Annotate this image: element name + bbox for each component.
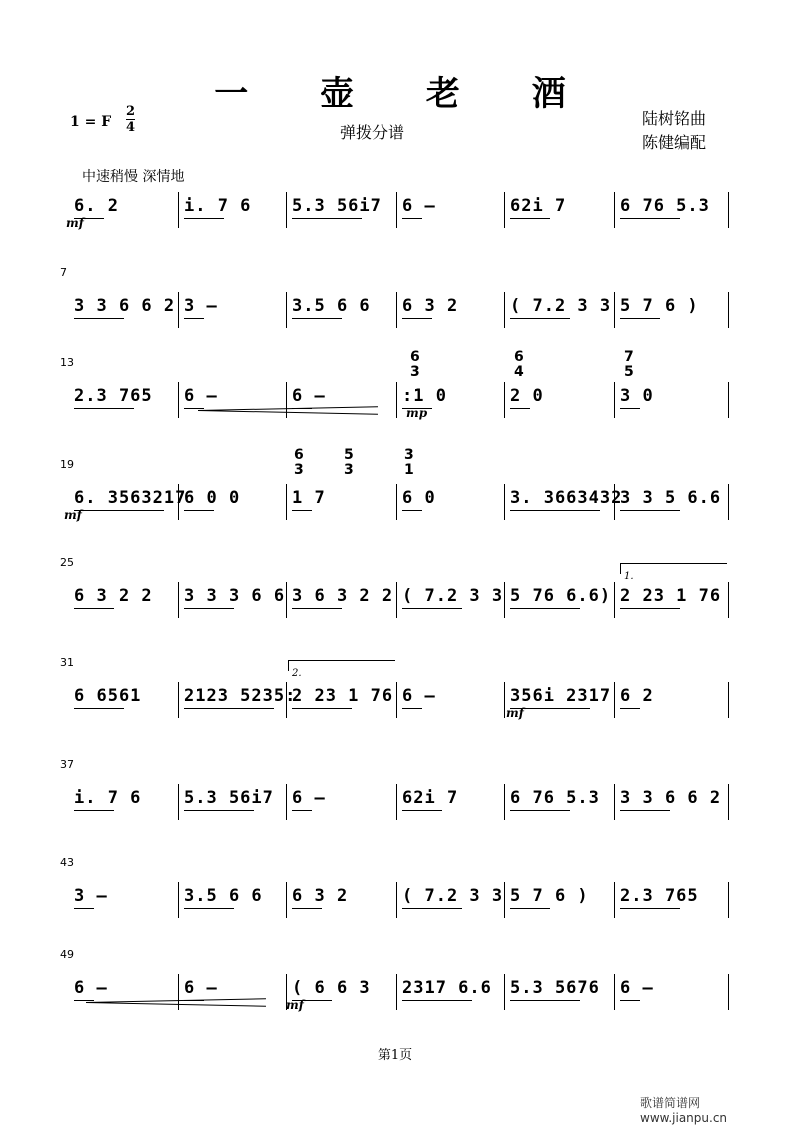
barline <box>504 484 505 520</box>
measure: 6 – <box>620 978 654 998</box>
barline <box>504 192 505 228</box>
measure: 6 – <box>74 978 108 998</box>
score-line <box>60 856 728 918</box>
first-ending-label: 1. <box>624 571 634 582</box>
barline <box>178 784 179 820</box>
beam-line <box>620 408 640 409</box>
time-signature <box>126 104 135 135</box>
measure: 2123 5235: <box>184 686 297 706</box>
barline <box>286 582 287 618</box>
barline <box>396 582 397 618</box>
dynamic-marking: mf <box>506 706 524 720</box>
beam-line <box>74 908 94 909</box>
dynamic-marking: mf <box>66 216 84 230</box>
barline <box>178 192 179 228</box>
tempo-marking: 中速稍慢 深情地 <box>82 169 185 185</box>
measure: 3.5 6 6 <box>292 296 371 316</box>
barline <box>614 582 615 618</box>
beam-line <box>74 810 114 811</box>
beam-line <box>620 810 670 811</box>
measure: 2.3 765 <box>74 386 153 406</box>
chord-stack <box>404 448 414 478</box>
beam-line <box>74 318 124 319</box>
barline <box>286 292 287 328</box>
beam-line <box>620 1000 640 1001</box>
measure: 5 76 6.6) <box>510 586 612 606</box>
first-ending <box>620 563 727 582</box>
measure-number: 13 <box>60 356 74 369</box>
measure: 3 0 <box>620 386 654 406</box>
measure: 6 – <box>184 978 218 998</box>
barline <box>286 784 287 820</box>
measure: 2317 6.6 <box>402 978 492 998</box>
beam-line <box>292 510 312 511</box>
barline <box>396 192 397 228</box>
beam-line <box>292 708 352 709</box>
beam-line <box>402 908 462 909</box>
measure: 3 6 3 2 2 <box>292 586 394 606</box>
barline <box>614 192 615 228</box>
beam-line <box>510 908 550 909</box>
barline <box>396 682 397 718</box>
chord-stack <box>624 350 634 380</box>
measure: 6 3 2 <box>292 886 349 906</box>
measure: 6 0 0 <box>184 488 241 508</box>
chord-note: 5 <box>344 447 354 463</box>
measure: i. 7 6 <box>74 788 142 808</box>
measure: 6 2 <box>620 686 654 706</box>
composer: 陆树铭曲 <box>642 109 707 128</box>
measure-number: 7 <box>60 266 67 279</box>
beam-line <box>510 608 580 609</box>
barline <box>286 882 287 918</box>
barline <box>728 292 729 328</box>
measure: 6 – <box>184 386 218 406</box>
measure: 6 – <box>402 686 436 706</box>
chord-stack <box>410 350 420 380</box>
measure: 6 3 2 <box>402 296 459 316</box>
measure: 3 3 6 6 2 <box>620 788 722 808</box>
barline <box>504 682 505 718</box>
beam-line <box>184 908 234 909</box>
measure: 3.5 6 6 <box>184 886 263 906</box>
measure: 6 6561 <box>74 686 142 706</box>
second-ending <box>288 660 395 679</box>
score-line <box>60 758 728 820</box>
measure: 6 – <box>292 788 326 808</box>
chord-note: 3 <box>344 462 354 478</box>
chord-note: 7 <box>624 349 634 365</box>
chord-stack <box>344 448 354 478</box>
barline <box>286 484 287 520</box>
beam-line <box>292 810 312 811</box>
measure: 3 3 3 6 6 <box>184 586 286 606</box>
measure: ( 7.2 3 3 <box>510 296 612 316</box>
measure: 5.3 56i7 <box>292 196 382 216</box>
barline <box>396 882 397 918</box>
measure: 6 – <box>402 196 436 216</box>
chord-note: 6 <box>514 349 524 365</box>
beam-line <box>184 318 204 319</box>
measure: :1 0 <box>402 386 447 406</box>
barline <box>396 484 397 520</box>
subtitle: 弹拨分谱 <box>340 123 405 142</box>
measure: 62i 7 <box>402 788 459 808</box>
beam-line <box>184 708 274 709</box>
measure: 5 7 6 ) <box>510 886 589 906</box>
measure: 6. 3563217 <box>74 488 187 508</box>
measure: 3 3 5 6.6 <box>620 488 722 508</box>
measure: 3 – <box>184 296 218 316</box>
meter-bottom: 4 <box>126 120 136 135</box>
beam-line <box>402 218 422 219</box>
barline <box>504 882 505 918</box>
measure: 2 0 <box>510 386 544 406</box>
beam-line <box>402 1000 472 1001</box>
key-signature: 1 = F <box>70 114 112 130</box>
barline <box>728 784 729 820</box>
beam-line <box>402 318 432 319</box>
barline <box>614 882 615 918</box>
measure: 6 0 <box>402 488 436 508</box>
measure: 6 76 5.3 <box>620 196 710 216</box>
second-ending-label: 2. <box>292 668 302 679</box>
chord-note: 1 <box>404 462 414 478</box>
barline <box>614 974 615 1010</box>
chord-note: 4 <box>514 364 524 380</box>
chord-note: 3 <box>294 462 304 478</box>
barline <box>504 582 505 618</box>
measure: 5.3 56i7 <box>184 788 274 808</box>
measure: ( 7.2 3 3 <box>402 886 504 906</box>
beam-line <box>510 408 530 409</box>
score-line <box>68 178 728 228</box>
barline <box>178 292 179 328</box>
measure: 3. 3663432 <box>510 488 623 508</box>
beam-line <box>292 318 342 319</box>
score-line <box>60 656 728 720</box>
beam-line <box>74 1000 94 1001</box>
chord-note: 3 <box>410 364 420 380</box>
chord-note: 5 <box>624 364 634 380</box>
beam-line <box>292 908 322 909</box>
barline <box>504 974 505 1010</box>
barline <box>504 292 505 328</box>
beam-line <box>74 510 164 511</box>
measure: 6 76 5.3 <box>510 788 600 808</box>
beam-line <box>184 218 224 219</box>
barline <box>728 484 729 520</box>
chord-note: 3 <box>404 447 414 463</box>
beam-line <box>74 708 124 709</box>
barline <box>396 784 397 820</box>
watermark: 歌谱简谱网 www.jianpu.cn <box>640 1096 728 1125</box>
measure: 6. 2 <box>74 196 119 216</box>
beam-line <box>402 810 442 811</box>
barline <box>614 784 615 820</box>
beam-line <box>510 318 570 319</box>
measure: 3 – <box>74 886 108 906</box>
beam-line <box>620 218 680 219</box>
barline <box>728 974 729 1010</box>
measure: ( 6 6 3 <box>292 978 371 998</box>
barline <box>614 682 615 718</box>
chord-note: 6 <box>410 349 420 365</box>
page-number: 第1页 <box>377 1048 413 1063</box>
measure-number: 25 <box>60 556 74 569</box>
beam-line <box>510 510 600 511</box>
barline <box>728 382 729 418</box>
measure: 6 3 2 2 <box>74 586 153 606</box>
dynamic-marking: mf <box>286 998 304 1012</box>
measure: 3 3 6 6 2 <box>74 296 176 316</box>
measure: 2.3 765 <box>620 886 699 906</box>
barline <box>728 882 729 918</box>
chord-stack <box>294 448 304 478</box>
measure: ( 7.2 3 3 <box>402 586 504 606</box>
beam-line <box>184 408 204 409</box>
barline <box>728 192 729 228</box>
beam-line <box>74 608 114 609</box>
page-title: 一 壶 老 酒 <box>214 74 596 114</box>
score-line <box>60 266 728 328</box>
beam-line <box>620 708 640 709</box>
beam-line <box>620 510 680 511</box>
barline <box>396 292 397 328</box>
score-line <box>60 458 728 522</box>
beam-line <box>292 608 342 609</box>
beam-line <box>402 708 422 709</box>
measure: 356i 2317 <box>510 686 612 706</box>
barline <box>728 582 729 618</box>
barline <box>178 882 179 918</box>
measure-number: 31 <box>60 656 74 669</box>
measure-number: 19 <box>60 458 74 471</box>
chord-stack <box>514 350 524 380</box>
measure: 5 7 6 ) <box>620 296 699 316</box>
beam-line <box>184 810 254 811</box>
measure: 6 – <box>292 386 326 406</box>
beam-line <box>510 1000 580 1001</box>
barline <box>504 784 505 820</box>
barline <box>178 682 179 718</box>
dynamic-marking: mp <box>406 406 428 420</box>
beam-line <box>184 608 234 609</box>
measure-number: 43 <box>60 856 74 869</box>
barline <box>286 192 287 228</box>
beam-line <box>510 218 550 219</box>
measure-number: 37 <box>60 758 74 771</box>
measure: 5.3 5676 <box>510 978 600 998</box>
measure: 2 23 1 76 <box>292 686 394 706</box>
barline <box>614 382 615 418</box>
barline <box>504 382 505 418</box>
chord-note: 6 <box>294 447 304 463</box>
barline <box>396 382 397 418</box>
beam-line <box>402 608 462 609</box>
measure-number: 49 <box>60 948 74 961</box>
beam-line <box>184 510 214 511</box>
barline <box>396 974 397 1010</box>
dynamic-marking: mf <box>64 508 82 522</box>
measure: 2 23 1 76 <box>620 586 722 606</box>
measure: 1 7 <box>292 488 326 508</box>
beam-line <box>620 908 680 909</box>
score-line <box>60 948 728 1012</box>
beam-line <box>510 810 570 811</box>
barline <box>178 582 179 618</box>
beam-line <box>74 408 134 409</box>
beam-line <box>620 608 680 609</box>
beam-line <box>402 510 422 511</box>
beam-line <box>292 218 362 219</box>
measure: 62i 7 <box>510 196 567 216</box>
barline <box>178 382 179 418</box>
barline <box>728 682 729 718</box>
measure: i. 7 6 <box>184 196 252 216</box>
barline <box>614 292 615 328</box>
beam-line <box>620 318 660 319</box>
arranger: 陈健编配 <box>642 133 707 152</box>
meter-top: 2 <box>126 104 136 119</box>
